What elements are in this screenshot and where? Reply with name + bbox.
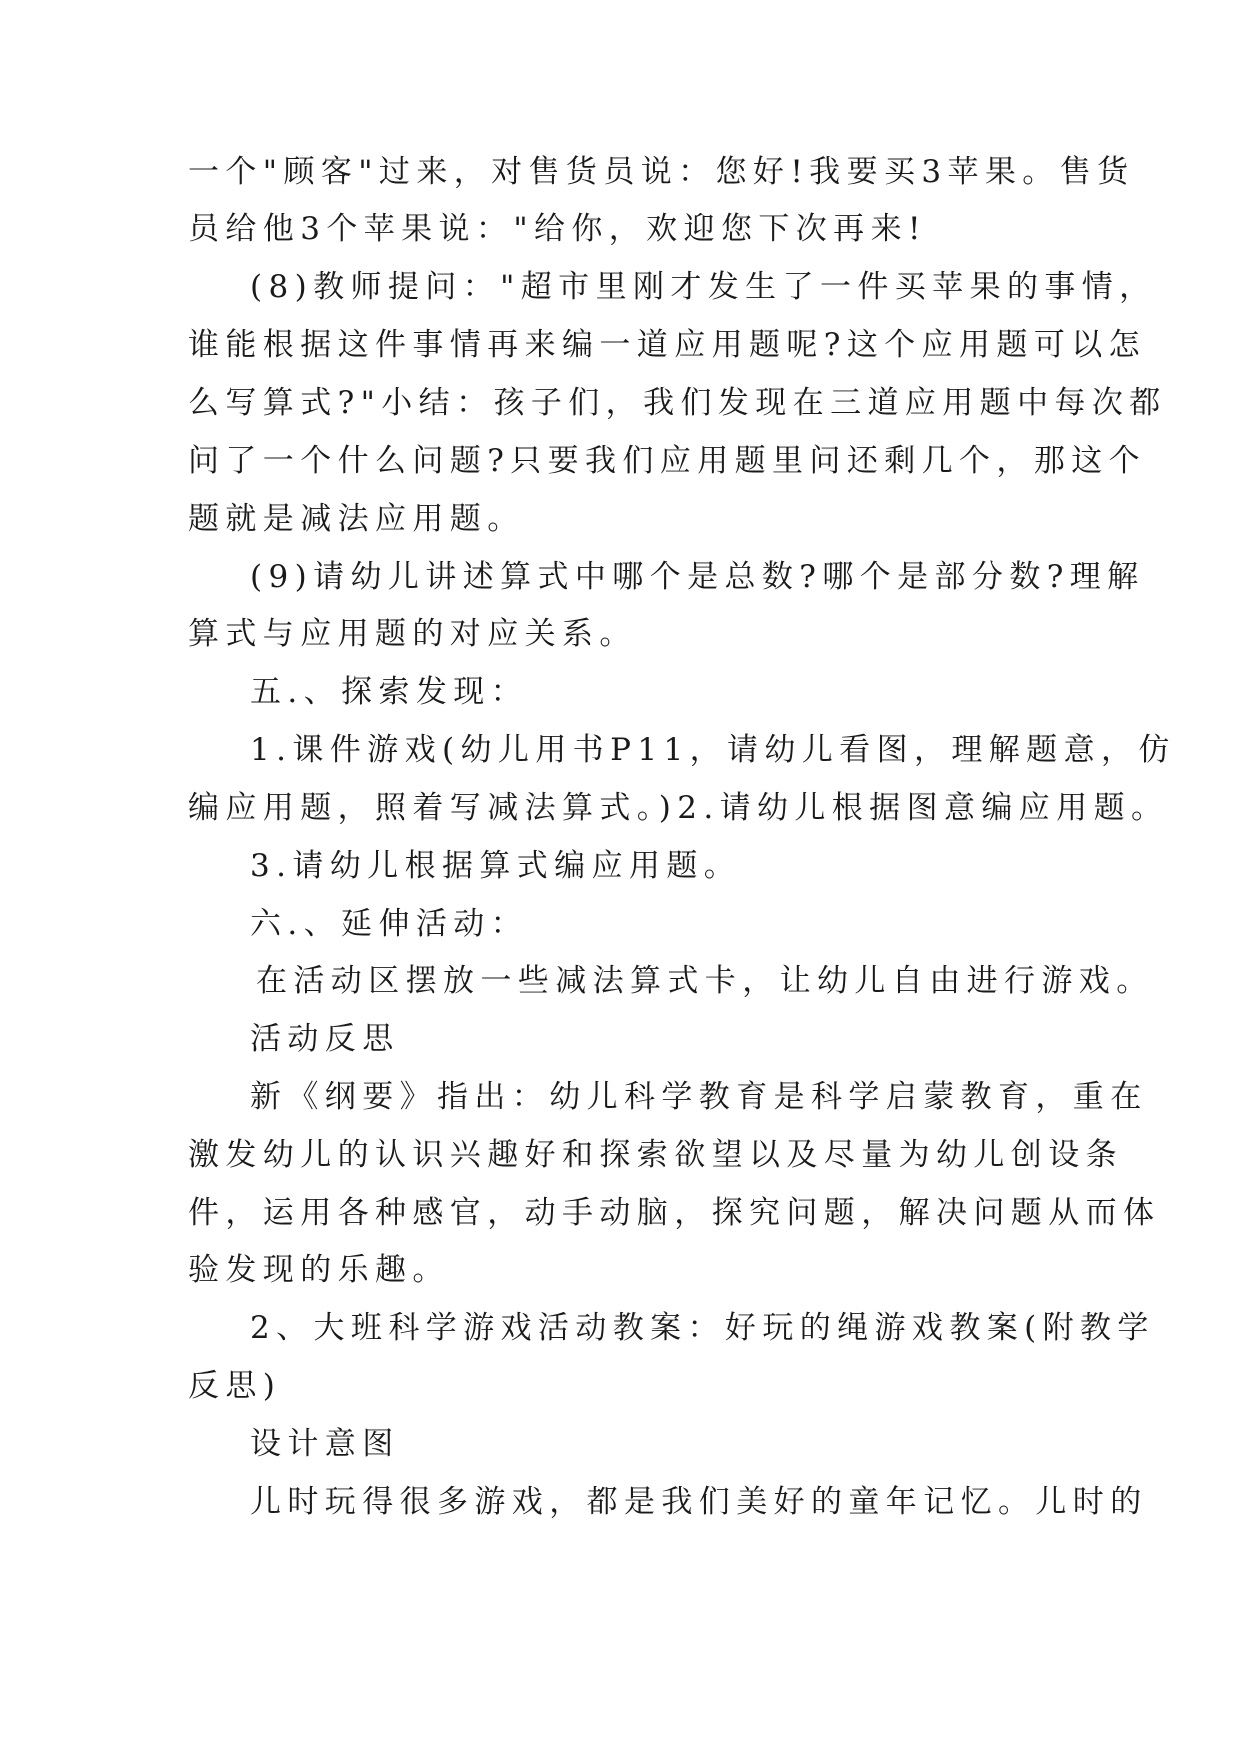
text-line: 3.请幼儿根据算式编应用题。 (250, 848, 742, 884)
text-line: 反思) (188, 1368, 282, 1404)
text-line: 激发幼儿的认识兴趣好和探索欲望以及尽量为幼儿创设条 (188, 1137, 1123, 1173)
section-heading: 六.、延伸活动： (250, 906, 529, 942)
text-line: (9)请幼儿讲述算式中哪个是总数?哪个是部分数?理解 (250, 559, 1145, 595)
section-heading: 活动反思 (250, 1021, 400, 1057)
text-line: 问了一个什么问题?只要我们应用题里问还剩几个，那这个 (188, 443, 1147, 479)
text-line: 一个"顾客"过来，对售货员说：您好!我要买3苹果。售货 (188, 154, 1135, 190)
text-line: 么写算式?"小结：孩子们，我们发现在三道应用题中每次都 (188, 385, 1167, 421)
text-line: 谁能根据这件事情再来编一道应用题呢?这个应用题可以怎 (188, 327, 1147, 363)
text-line: 新《纲要》指出：幼儿科学教育是科学启蒙教育，重在 (250, 1079, 1148, 1115)
text-line: 验发现的乐趣。 (188, 1252, 450, 1288)
text-line: 在活动区摆放一些减法算式卡，让幼儿自由进行游戏。 (256, 963, 1154, 999)
text-line: 件，运用各种感官，动手动脑，探究问题，解决问题从而体 (188, 1195, 1161, 1231)
section-heading: 2、大班科学游戏活动教案：好玩的绳游戏教案(附教学 (250, 1310, 1155, 1346)
section-heading: 设计意图 (250, 1426, 400, 1462)
text-line: 编应用题，照着写减法算式。)2.请幼儿根据图意编应用题。 (188, 790, 1169, 826)
text-line: (8)教师提问："超市里刚才发生了一件买苹果的事情， (250, 269, 1157, 305)
text-line: 题就是减法应用题。 (188, 501, 525, 537)
text-line: 1.课件游戏(幼儿用书P11，请幼儿看图，理解题意，仿 (250, 732, 1176, 768)
text-line: 算式与应用题的对应关系。 (188, 616, 637, 652)
section-heading: 五.、探索发现： (250, 674, 529, 710)
text-line: 员给他3个苹果说："给你，欢迎您下次再来! (188, 211, 927, 247)
text-line: 儿时玩得很多游戏，都是我们美好的童年记忆。儿时的 (250, 1484, 1148, 1520)
